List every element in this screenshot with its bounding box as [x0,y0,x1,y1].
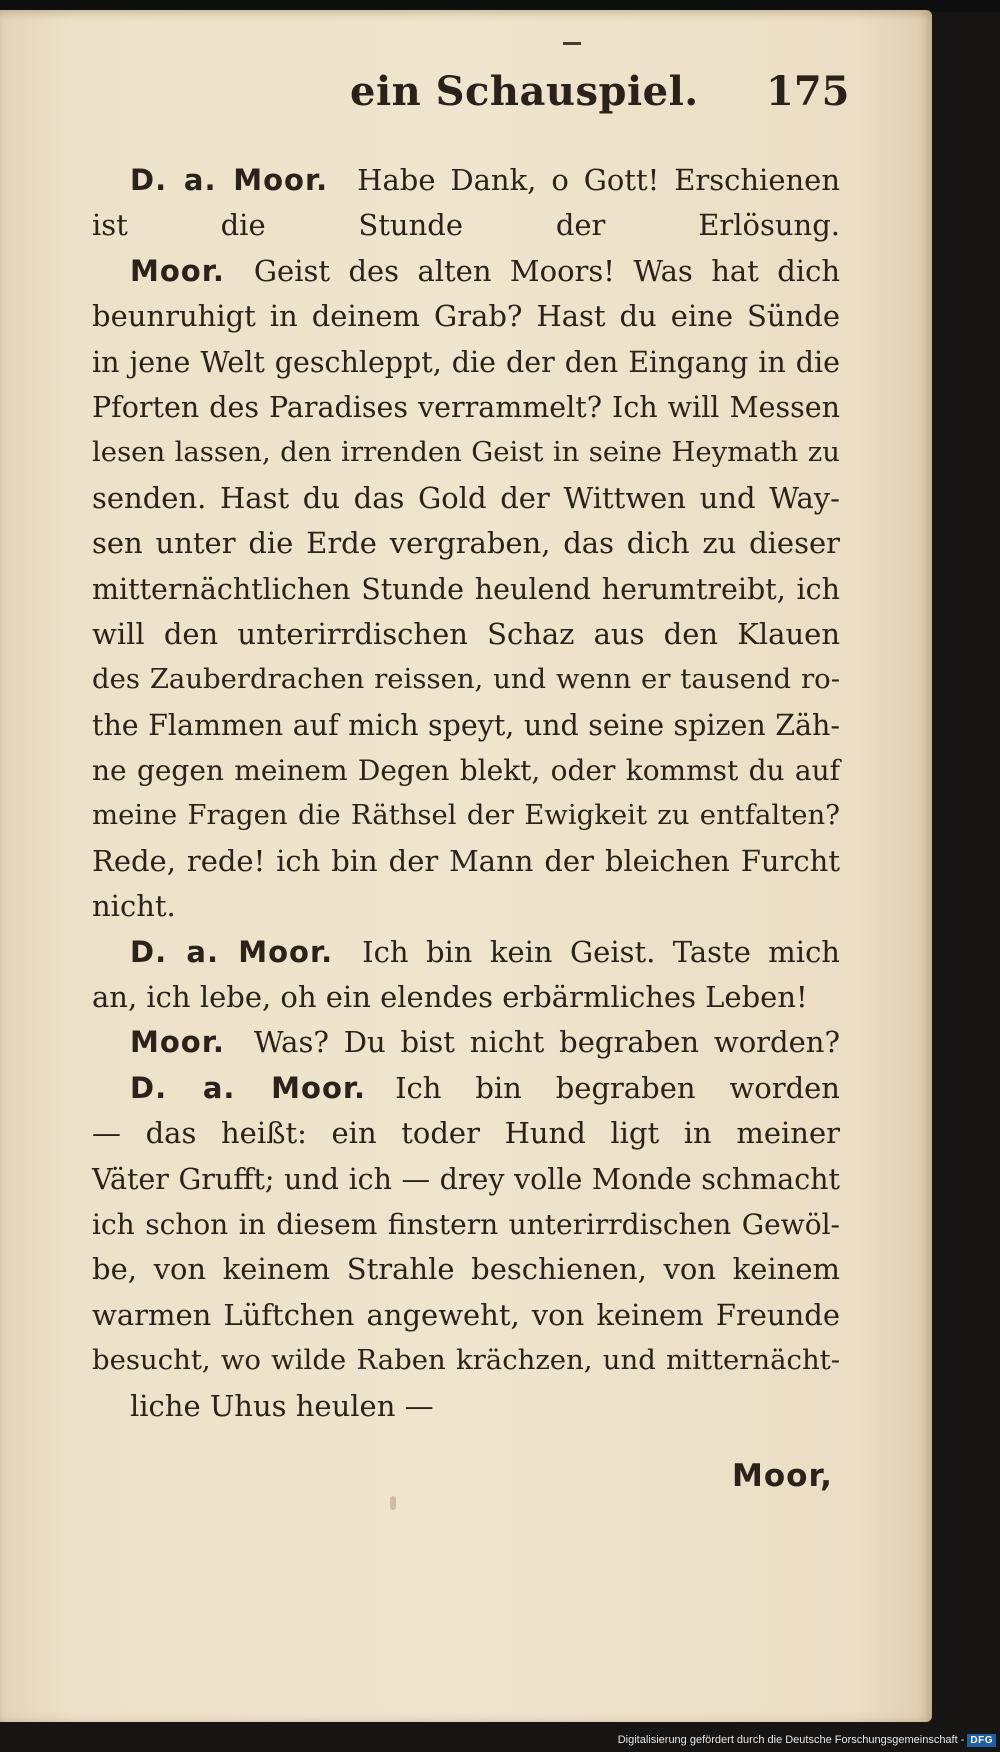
text-line [92,793,840,838]
line-text: ist die Stunde der Erlösung. [92,208,840,243]
text-line [92,612,840,657]
text-line [92,1384,840,1429]
speaker-name: D. a. Moor. [130,1070,367,1105]
running-header [0,68,932,132]
text-line [92,1157,840,1202]
line-text: lesen lassen, den irrenden Geist in seine Heymath zu [92,436,840,469]
line-text: ne gegen meinem Degen blekt, oder kommst du auf [92,754,840,788]
text-line [92,930,840,975]
line-text: warmen Lüftchen angeweht, von keinem Freunde [92,1297,840,1332]
text-line [92,1066,840,1111]
catchword: Moor, [732,1458,833,1494]
text-line [92,203,840,248]
line-text: be, von keinem Strahle beschienen, von keinem [92,1252,840,1287]
line-text: ich schon in diesem finstern unterirrdischen Gewöl- [92,1207,840,1241]
text-line [92,476,840,521]
text-line [92,703,840,748]
line-text: Väter Grufft; und ich — drey volle Monde schmacht [92,1162,840,1196]
line-text: Ich bin begraben worden [395,1070,840,1105]
line-text: will den unterirrdischen Schaz aus den Klauen [92,616,840,651]
text-line [92,294,840,339]
line-text: Was? Du bist nicht begraben worden? [253,1025,840,1060]
line-text: an, ich lebe, oh ein elendes erbärmliches Leben! [92,980,808,1015]
line-text: Habe Dank, o Gott! Erschienen [357,163,840,197]
text-line [92,839,840,884]
speaker-name: Moor. [130,253,225,288]
speaker-name: D. a. Moor. [130,934,334,969]
credit-text: Digitalisierung gefördert durch die Deutsche Forschungsgemeinschaft - [617,1734,965,1746]
text-line [92,1020,840,1065]
line-text: nicht. [92,889,176,924]
line-text: besucht, wo wilde Raben krächzen, und mitternächt- [92,1344,840,1377]
line-text: Geist des alten Moors! Was hat dich [253,253,840,288]
text-line [92,1202,840,1247]
line-text: mitternächtlichen Stunde heulend herumtreibt, ich [92,572,840,606]
text-line [92,249,840,294]
header-ornament-dash [563,42,581,45]
line-text: the Flammen auf mich speyt, und seine spizen Zäh- [92,708,840,742]
text-line [92,975,840,1020]
book-page [0,10,932,1722]
line-text: sen unter die Erde vergraben, das dich zu dieser [92,526,840,561]
line-text: Pforten des Paradises verrammelt? Ich will Messen [92,390,840,424]
line-text: des Zauberdrachen reissen, und wenn er tausend ro- [92,663,840,696]
line-text: meine Fragen die Räthsel der Ewigkeit zu entfalten? [92,799,840,832]
text-line [92,567,840,612]
page-number: 175 [766,68,850,115]
line-text: beunruhigt in deinem Grab? Hast du eine Sünde [92,299,840,334]
line-text: in jene Welt geschleppt, die der den Eingang in die [92,345,840,379]
page-text-body [92,158,840,1429]
line-text: senden. Hast du das Gold der Wittwen und Way- [92,480,840,515]
line-text: Ich bin kein Geist. Taste mich [362,934,840,969]
speaker-name: Moor. [130,1025,225,1060]
text-line [92,1338,840,1383]
text-line [92,1247,840,1292]
text-line [92,521,840,566]
paper-stain [390,1496,396,1510]
digitization-credit [618,1732,996,1748]
line-text: — das heißt: ein toder Hund ligt in meiner [92,1116,840,1151]
speaker-name: D. a. Moor. [130,163,329,197]
text-line [92,1293,840,1338]
dfg-logo: DFG [967,1734,996,1747]
text-line [92,430,840,475]
text-line [92,1111,840,1156]
line-text: Rede, rede! ich bin der Mann der bleichen Furcht [92,843,840,878]
text-line [92,340,840,385]
text-line [92,748,840,793]
line-text: liche Uhus heulen — [130,1388,434,1423]
text-line [92,657,840,702]
text-line [92,884,840,929]
text-line [92,158,840,203]
running-title: ein Schauspiel. [350,68,699,115]
text-line [92,385,840,430]
